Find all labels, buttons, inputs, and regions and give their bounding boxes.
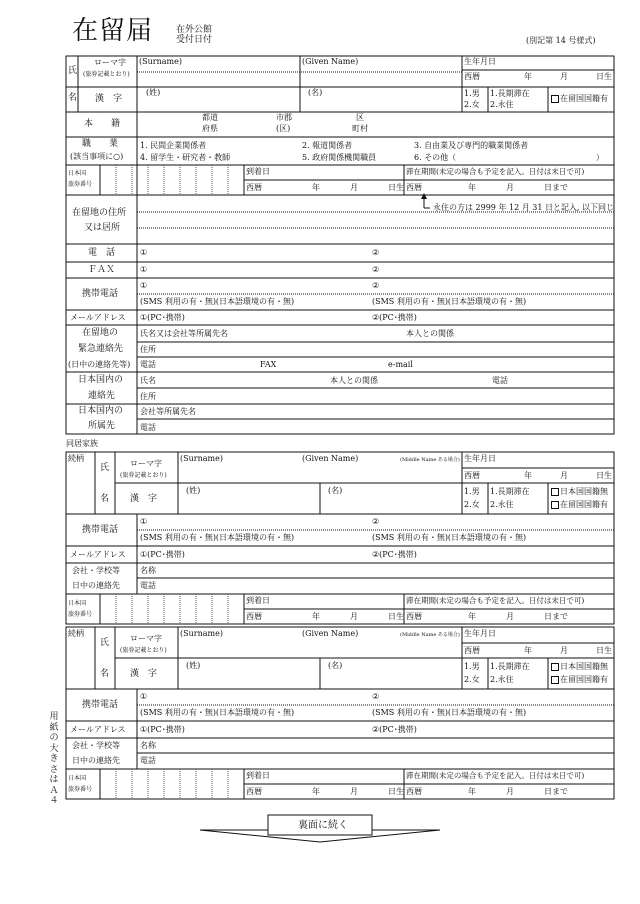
job-label: 職 業 [82,139,119,149]
japan-contact-relation[interactable]: 本人との関係 [330,376,378,385]
mobile-sms-2[interactable]: (SMS 利用の有・無)(日本語環境の有・無) [372,297,527,306]
stay-period-label: 滞在期間(未定の場合も予定を記入。日付は末日で可) [406,771,585,780]
honseki-label: 本 籍 [84,119,121,129]
job-option-1[interactable]: 1. 民間企業関係者 [140,141,207,150]
mobile-2[interactable]: ② [372,281,380,290]
has-jp-nat-label: 在留国国籍有 [560,675,608,684]
kanji-mei-field[interactable]: (名) [308,88,323,97]
tel-1[interactable]: ① [140,248,148,257]
birth-day[interactable]: 日生 [596,72,612,81]
sex-female[interactable]: 2.女 [464,675,480,684]
kanji-sei-field[interactable]: (姓) [186,661,201,670]
job-option-5[interactable]: 5. 政府関係機関職員 [302,153,377,162]
birth-seireki: 西暦 [464,471,480,480]
emergency-fax[interactable]: FAX [260,360,277,369]
given-name-field[interactable]: (Given Name) [302,454,359,463]
stay-month[interactable]: 月 [506,612,514,621]
has-jp-nat-check[interactable] [551,501,608,509]
family-section-title: 同居家族 [66,439,98,448]
stay-until[interactable]: 日まで [544,612,568,621]
stay-period-label: 滞在期間(未定の場合も予定を記入。日付は末日で可) [406,167,585,176]
checkbox-icon [551,663,559,671]
permanent-note: 永住の方は 2999 年 12 月 31 日と記入, 以下同じ [433,203,615,212]
daytime-label: 日中の連絡先 [72,581,120,590]
stay-until[interactable]: 日まで [544,787,568,796]
label-mei: 名 [68,93,78,103]
stay-seireki: 西暦 [406,183,422,192]
birth-day[interactable]: 日生 [596,471,612,480]
arrival-month[interactable]: 月 [350,787,358,796]
stay-year[interactable]: 年 [468,787,476,796]
job-note: (該当事項に○) [70,152,124,161]
japan-contact-label-2: 連絡先 [88,391,116,401]
address-label-2: 又は居所 [84,223,121,233]
company-tel[interactable]: 電話 [140,756,156,765]
sex-male[interactable]: 1.男 [464,89,480,98]
form-title: 在留届 [72,16,154,46]
romaji-note: (旅券記載とおり) [120,472,167,479]
fax-2[interactable]: ② [372,265,380,274]
email-2[interactable]: ②(PC･携帯) [372,725,417,734]
mobile-1[interactable]: ① [140,692,148,701]
emergency-relation[interactable]: 本人との関係 [406,329,454,338]
stay-seireki: 西暦 [406,612,422,621]
email-label: メールアドレス [70,313,126,322]
job-option-6[interactable]: 6. その他（ [414,153,457,162]
japan-work-label-1: 日本国内の [78,406,124,416]
emergency-label-3: (日中の連絡先等) [68,360,131,369]
stay-seireki: 西暦 [406,787,422,796]
emergency-tel[interactable]: 電話 [140,360,156,369]
romaji-note: (旅券記載とおり) [83,71,130,78]
japan-work-label-2: 所属先 [88,421,116,431]
email-label: メールアドレス [70,550,126,559]
job-option-6-close: ） [596,153,604,162]
has-jp-nat-label: 在留国国籍有 [560,500,608,509]
japan-contact-address[interactable]: 住所 [140,392,156,401]
birth-month[interactable]: 月 [560,646,568,655]
mobile-label: 携帯電話 [82,289,119,299]
honseki-ku-paren: (区) [276,124,291,133]
company-name[interactable]: 名称 [140,566,156,575]
status-long-stay[interactable]: 1.長期滞在 [490,662,530,671]
continue-label: 裏面に続く [298,820,348,831]
arrival-label: 到着日 [246,596,270,605]
status-permanent[interactable]: 2.永住 [490,100,514,109]
given-name-field[interactable]: (Given Name) [302,57,359,66]
arrival-label: 到着日 [246,771,270,780]
sex-female[interactable]: 2.女 [464,500,480,509]
passport-label-1: 日本国 [68,600,87,607]
honseki-fuken: 府県 [202,124,218,133]
kanji-sei-field[interactable]: (姓) [146,88,161,97]
given-name-field[interactable]: (Given Name) [302,629,359,638]
birth-label: 生年月日 [464,57,496,66]
japan-work-name[interactable]: 会社等所属先名 [140,407,196,416]
honseki-todofuken: 都道 [202,113,218,122]
birth-month[interactable]: 月 [560,72,568,81]
romaji-label: ローマ字 [94,58,126,67]
stay-month[interactable]: 月 [506,787,514,796]
status-permanent[interactable]: 2.永住 [490,500,514,509]
mobile-sms-2[interactable]: (SMS 利用の有・無)(日本語環境の有・無) [372,533,527,542]
no-jp-nat-label: 日本国国籍無 [560,487,608,496]
mobile-sms-1[interactable]: (SMS 利用の有・無)(日本語環境の有・無) [140,297,295,306]
stay-year[interactable]: 年 [468,183,476,192]
birth-year[interactable]: 年 [524,646,532,655]
mobile-sms-1[interactable]: (SMS 利用の有・無)(日本語環境の有・無) [140,533,295,542]
arrival-year[interactable]: 年 [312,612,320,621]
arrival-seireki: 西暦 [246,612,262,621]
label-shi: 氏 [100,463,110,473]
passport-label-1: 日本国 [68,170,87,177]
address-label-1: 在留地の住所 [72,208,127,218]
emergency-name[interactable]: 氏名又は会社等所属先名 [140,329,228,338]
romaji-label: ローマ字 [130,459,162,468]
arrival-year[interactable]: 年 [312,183,320,192]
email-1[interactable]: ①(PC･携帯) [140,725,185,734]
company-tel[interactable]: 電話 [140,581,156,590]
job-option-2[interactable]: 2. 報道関係者 [302,141,353,150]
passport-label-1: 日本国 [68,775,87,782]
email-2[interactable]: ②(PC･携帯) [372,550,417,559]
has-jp-nat-check[interactable] [551,95,608,103]
emergency-email[interactable]: e-mail [388,360,413,369]
arrival-day[interactable]: 日生 [388,612,404,621]
birth-seireki: 西暦 [464,646,480,655]
status-long-stay[interactable]: 1.長期滞在 [490,487,530,496]
stay-period-label: 滞在期間(未定の場合も予定を記入。日付は末日で可) [406,596,585,605]
checkbox-icon [551,501,559,509]
mobile-sms-1[interactable]: (SMS 利用の有・無)(日本語環境の有・無) [140,708,295,717]
birth-label: 生年月日 [464,454,496,463]
sex-male[interactable]: 1.男 [464,487,480,496]
surname-field[interactable]: (Surname) [139,57,182,66]
relation-label: 続柄 [68,629,84,638]
stamp-label-1: 在外公館 [176,25,213,35]
birth-label: 生年月日 [464,629,496,638]
kanji-label: 漢 字 [130,494,158,504]
romaji-label: ローマ字 [130,634,162,643]
daytime-label: 日中の連絡先 [72,756,120,765]
arrival-seireki: 西暦 [246,183,262,192]
arrival-day[interactable]: 日生 [388,183,404,192]
passport-label-2: 旅券番号 [68,181,93,188]
emergency-address[interactable]: 住所 [140,345,156,354]
mobile-sms-2[interactable]: (SMS 利用の有・無)(日本語環境の有・無) [372,708,527,717]
stay-month[interactable]: 月 [506,183,514,192]
kanji-mei-field[interactable]: (名) [328,661,343,670]
honseki-chouson: 町村 [352,124,368,133]
japan-contact-label-1: 日本国内の [78,375,124,385]
mobile-1[interactable]: ① [140,281,148,290]
mobile-2[interactable]: ② [372,517,380,526]
sex-male[interactable]: 1.男 [464,662,480,671]
kanji-label: 漢 字 [95,94,123,104]
surname-field[interactable]: (Surname) [180,454,223,463]
label-mei: 名 [100,669,110,679]
label-shi: 氏 [100,638,110,648]
email-label: メールアドレス [70,725,126,734]
checkbox-icon [551,676,559,684]
no-jp-nat-check[interactable] [551,488,608,496]
no-jp-nat-label: 日本国国籍無 [560,662,608,671]
middle-name-note: (Middle Name ある場合) [400,632,460,638]
japan-contact-tel[interactable]: 電話 [492,376,508,385]
paper-size-note: 用紙の大きさはＡ４ [49,712,59,806]
birth-year[interactable]: 年 [524,72,532,81]
job-option-3[interactable]: 3. 自由業及び専門的職業関係者 [414,141,529,150]
status-permanent[interactable]: 2.永住 [490,675,514,684]
arrival-month[interactable]: 月 [350,612,358,621]
label-mei: 名 [100,494,110,504]
arrival-seireki: 西暦 [246,787,262,796]
kanji-mei-field[interactable]: (名) [328,486,343,495]
checkbox-icon [551,95,559,103]
status-long-stay[interactable]: 1.長期滞在 [490,89,530,98]
mobile-label: 携帯電話 [82,700,119,710]
emergency-label-2: 緊急連絡先 [78,344,124,354]
no-jp-nat-check[interactable] [551,663,608,671]
birth-day[interactable]: 日生 [596,646,612,655]
birth-year[interactable]: 年 [524,471,532,480]
job-option-4[interactable]: 4. 留学生・研究者・教師 [140,153,231,162]
stay-year[interactable]: 年 [468,612,476,621]
surname-field[interactable]: (Surname) [180,629,223,638]
label-shi: 氏 [68,66,78,76]
passport-label-2: 旅券番号 [68,786,93,793]
arrival-label: 到着日 [246,167,270,176]
japan-work-tel[interactable]: 電話 [140,423,156,432]
checkbox-icon [551,488,559,496]
fax-label: ＦＡＸ [88,265,116,275]
form-number: (別記第 14 号様式) [526,36,596,45]
stay-until[interactable]: 日まで [544,183,568,192]
japan-contact-name[interactable]: 氏名 [140,376,156,385]
arrival-month[interactable]: 月 [350,183,358,192]
tel-2[interactable]: ② [372,248,380,257]
romaji-note: (旅券記載とおり) [120,647,167,654]
email-1[interactable]: ①(PC･携帯) [140,313,185,322]
honseki-shigun: 市郡 [276,113,292,122]
kanji-sei-field[interactable]: (姓) [186,486,201,495]
email-1[interactable]: ①(PC･携帯) [140,550,185,559]
middle-name-note: (Middle Name ある場合) [400,457,460,463]
has-jp-nat-label: 在留国国籍有 [560,94,608,103]
honseki-ku: 区 [356,113,364,122]
has-jp-nat-check[interactable] [551,676,608,684]
arrival-day[interactable]: 日生 [388,787,404,796]
birth-seireki: 西暦 [464,72,480,81]
birth-month[interactable]: 月 [560,471,568,480]
mobile-label: 携帯電話 [82,525,119,535]
mobile-1[interactable]: ① [140,517,148,526]
emergency-label-1: 在留地の [82,328,119,338]
passport-label-2: 旅券番号 [68,611,93,618]
fax-1[interactable]: ① [140,265,148,274]
relation-label: 続柄 [68,454,84,463]
email-2[interactable]: ②(PC･携帯) [372,313,417,322]
sex-female[interactable]: 2.女 [464,100,480,109]
company-label: 会社・学校等 [72,741,120,750]
stamp-label-2: 受付日付 [176,35,213,45]
mobile-2[interactable]: ② [372,692,380,701]
arrival-year[interactable]: 年 [312,787,320,796]
company-name[interactable]: 名称 [140,741,156,750]
company-label: 会社・学校等 [72,566,120,575]
tel-label: 電 話 [88,248,116,258]
kanji-label: 漢 字 [130,669,158,679]
